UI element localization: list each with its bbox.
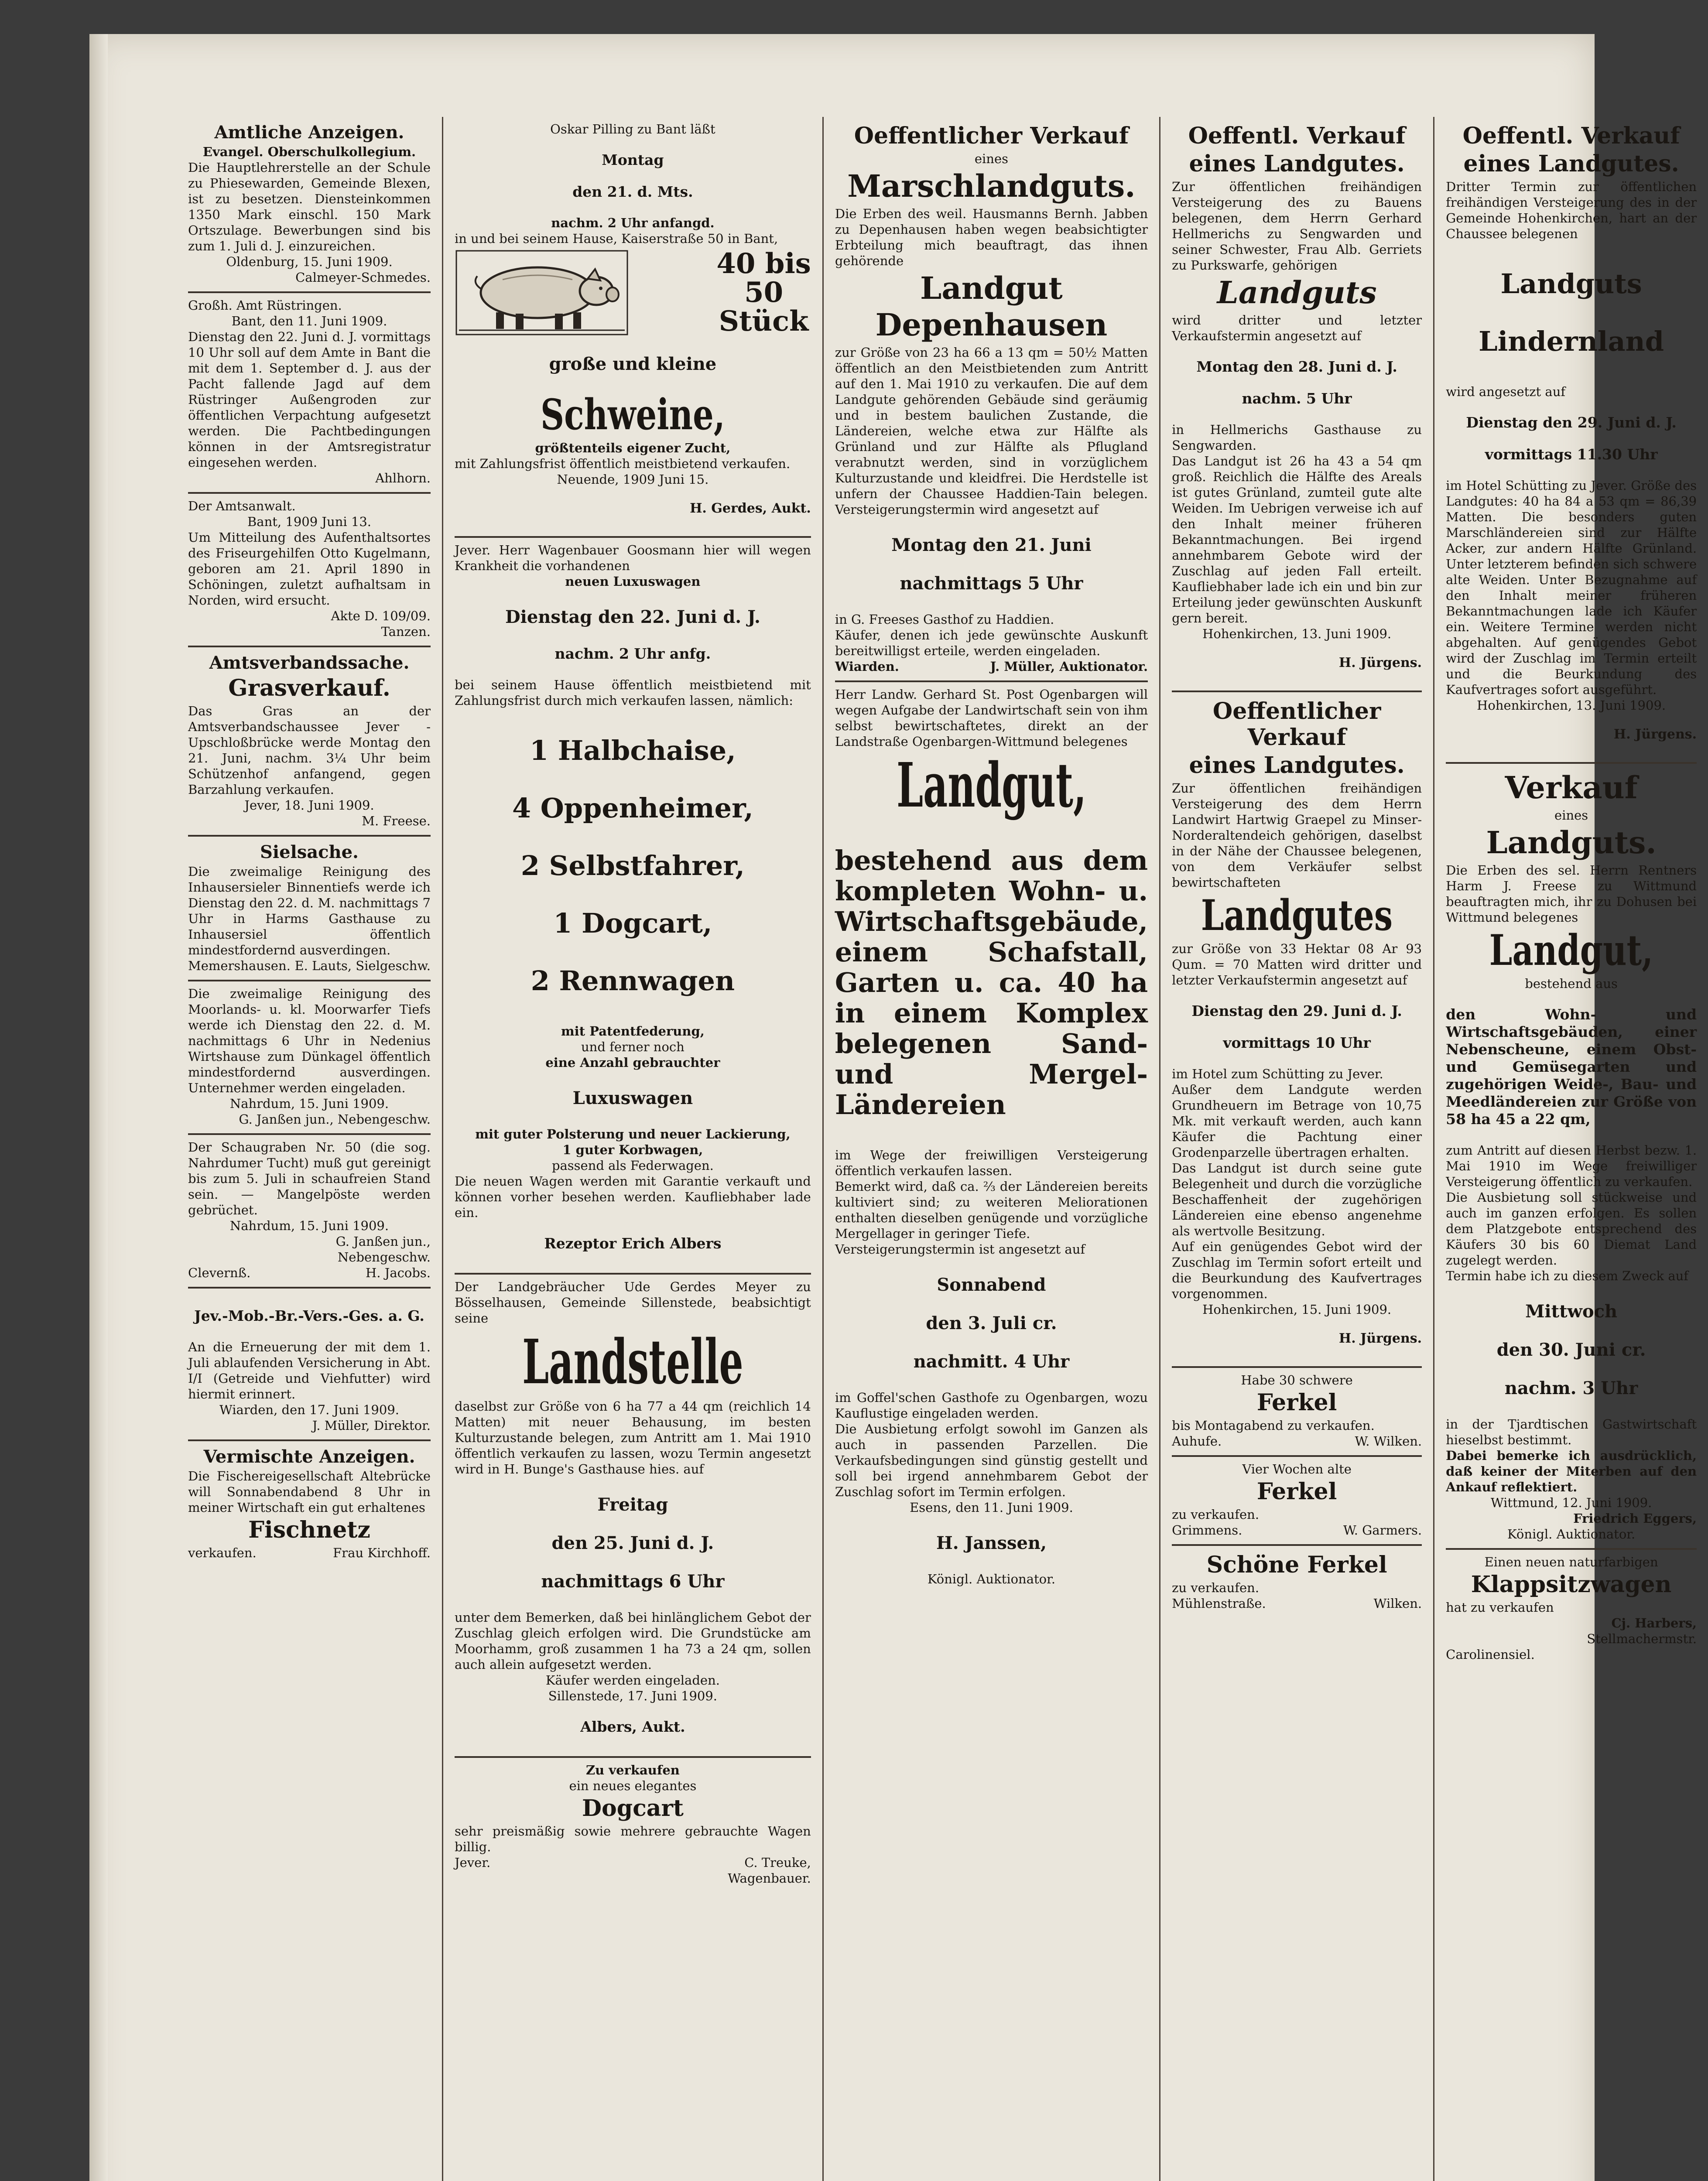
ad-luxuswagen xyxy=(455,538,811,1275)
ad-date: Nahrdum, 15. Juni 1909. xyxy=(229,1218,389,1233)
ad-place: Auhufe. xyxy=(1172,1434,1222,1449)
ad-ferkel-grimmens xyxy=(1172,1457,1422,1546)
ad-signature-row xyxy=(1172,1596,1422,1611)
ad-headline: Dogcart xyxy=(582,1795,684,1822)
ad-subheading: eines Landgutes. xyxy=(1463,150,1679,177)
ad-text: Das Landgut ist 26 ha 43 a 54 qm groß. Reichlich die Hälfte des Areals ist gutes Grünland, zumteil gute alte Weiden. Im Uebrigen verweise ich auf den Inhalt meiner früheren Bekanntmachungen. Bei irgend annehmbarem Gebote wird der Zuschlag auf jeden Fall erteilt. Kaufliebhaber lade ich ein und bin zur Erteilung jeder gewünschten Auskunft gern bereit. xyxy=(1172,454,1422,626)
ad-klappsitzwagen xyxy=(1446,1550,1697,1668)
ad-day: Freitag xyxy=(597,1494,668,1515)
ad-text: An die Erneuerung der mit dem 1. Juli ablaufenden Versicherung in Abt. I/I (Getreide und Viehfutter) wird hiermit erinnert. xyxy=(188,1340,431,1402)
ad-text: Die neuen Wagen werden mit Garantie verkauft und können vorher besehen werden. Kaufliebhaber lade ein. xyxy=(455,1174,811,1220)
ad-text: Das Landgut ist durch seine gute Belegenheit und durch die vorzügliche Beschaffenheit der zugehörigen Ländereien eine ebenso angenehme als wertvolle Besitzung. xyxy=(1172,1161,1422,1238)
ad-date: Neuende, 1909 Juni 15. xyxy=(557,472,709,487)
ad-place: Jever. xyxy=(455,1855,491,1870)
ad-text: Herr Landw. Gerhard St. Post Ogenbargen will wegen Aufgabe der Landwirtschaft sein von ihm selbst bewirtschaftetes, direkt an der Landstraße Ogenbargen-Wittmund belegenes xyxy=(835,687,1148,749)
ad-day: Dienstag den 22. Juni d. J. xyxy=(505,607,760,627)
ad-subheadline: große und kleine xyxy=(549,354,717,374)
ad-signature: Friedrich Eggers, xyxy=(1573,1511,1697,1526)
ad-text: Käufer, denen ich jede gewünschte Auskunft bereitwilligst erteile, werden eingeladen. xyxy=(835,628,1148,658)
ad-subline: eines xyxy=(1554,808,1588,823)
ad-signature: E. Lauts, Sielgeschw. xyxy=(294,958,431,973)
ad-text: zu verkaufen. xyxy=(1172,1580,1260,1595)
ad-text: Zur öffentlichen freihändigen Versteigerung des zu Bauens belegenen, dem Herrn Gerhard Hellmerichs zu Sengwarden und seiner Schwester, Frau Alb. Gerriets zu Purkswarfe, gehörigen xyxy=(1172,179,1422,273)
ad-headline: Landgut, xyxy=(1489,926,1653,975)
ad-text: Dabei bemerke ich ausdrücklich, daß keiner der Miterben auf den Ankauf reflektiert. xyxy=(1446,1448,1697,1494)
ad-ferkel-auhufe xyxy=(1172,1368,1422,1457)
ad-date: Sillenstede, 17. Juni 1909. xyxy=(548,1689,718,1703)
ad-text: Die zweimalige Reinigung des Moorlands- u. kl. Moorwarfer Tiefs werde ich Dienstag den 22. d. M. nachmittags 6 Uhr in Nedenius Wirtshause zum Dünkagel öffentlich mindestfordernd ausverdingen. Unternehmer werden eingeladen. xyxy=(188,986,431,1095)
section-heading: Sielsache. xyxy=(260,842,359,862)
ad-landgut-dohusen xyxy=(1446,764,1697,1550)
ad-detail: den Wohn- und Wirtschaftsgebäuden, einer Nebenscheune, einem Obst- und Gemüsegarten und zugehörigen Weide-, Bau- und Meedländereien zur Größe von 58 ha 45 a 22 qm, xyxy=(1446,1006,1697,1128)
ad-item-note: passend als Federwagen. xyxy=(551,1158,714,1173)
ad-text: wird angesetzt auf xyxy=(1446,384,1566,399)
ad-headline: Grasverkauf. xyxy=(228,675,390,701)
ad-text: Dienstag den 22. Juni d. J. vormittags 10 Uhr soll auf dem Amte in Bant die mit dem 1. September d. J. aus der Pacht fallende Jagd auf dem Rüstringer Außengroden zur öffentlichen Verpachtung aufgesetzt werden. Die Pachtbedingungen können in der Amtsregistratur eingesehen werden. xyxy=(188,329,431,470)
ad-signature: W. Wilken. xyxy=(1355,1434,1422,1449)
column-1 xyxy=(177,117,442,2181)
ad-day: Dienstag den 29. Juni d. J. xyxy=(1466,414,1677,431)
ad-signature: Albers, Aukt. xyxy=(580,1718,685,1735)
ad-signature: J. Müller, Direktor. xyxy=(312,1418,431,1433)
ad-landstelle xyxy=(455,1275,811,1758)
ad-heading: Evangel. Oberschulkollegium. xyxy=(202,144,416,159)
ad-text: Die Erben des sel. Herrn Rentners Harm J. Freese zu Wittmund beauftragten mich, ihr zu Dohusen bei Wittmund belegenes xyxy=(1446,863,1697,925)
ad-dogcart xyxy=(455,1758,811,1892)
ad-versicherung xyxy=(188,1289,431,1441)
ad-text: Außer dem Landgute werden Grundheuern im Betrage von 10,75 Mk. mit verkauft werden, auch kann Käufer die Pachtung einer Grodenparzelle übertragen erhalten. xyxy=(1172,1082,1422,1160)
ad-heading: Verkauf xyxy=(1505,769,1638,806)
ad-headline: Landguts. xyxy=(1486,824,1657,861)
ad-text: Auf ein genügendes Gebot wird der Zuschlag im Termin sofort erteilt und die Beurkundung des Kaufvertrages vorgenommen. xyxy=(1172,1239,1422,1301)
ad-day: Montag den 21. Juni xyxy=(891,535,1092,555)
ad-time: nachmittags 5 Uhr xyxy=(900,573,1083,594)
ad-schaugraben xyxy=(188,1135,431,1289)
ad-signature-row xyxy=(188,1265,431,1281)
ad-signature: Frau Kirchhoff. xyxy=(333,1545,431,1560)
ad-time: nachmittags 6 Uhr xyxy=(541,1571,725,1592)
ad-time: vormittags 10 Uhr xyxy=(1223,1034,1371,1051)
ad-item: 4 Oppenheimer, xyxy=(512,792,753,824)
ad-time: nachm. 2 Uhr anfg. xyxy=(555,645,711,662)
ad-text: Bemerkt wird, daß ca. ⅔ der Ländereien bereits kultiviert sind; zu weiteren Meliorationen enthalten dieselben genügende und vorzügliche Mergellager in geringer Tiefe. xyxy=(835,1179,1148,1241)
ad-text: Die Fischereigesellschaft Altebrücke will Sonnabendabend 8 Uhr in meiner Wirtschaft ein gut erhaltenes xyxy=(188,1469,431,1515)
column-3 xyxy=(822,117,1159,2181)
ad-landgut-bauens xyxy=(1172,117,1422,692)
ad-text: Die zweimalige Reinigung des Inhausersieler Binnentiefs werde ich Dienstag den 22. d. M. nachmittags 7 Uhr in Harms Gasthause zu Inhausersiel öffentlich mindestfordernd ausverdingen. xyxy=(188,864,431,957)
ad-headline: Fischnetz xyxy=(248,1517,370,1543)
ad-text: Das Gras an der Amtsverbandschaussee Jever - Upschloßbrücke werde Montag den 21. Juni, nachm. 3¼ Uhr beim Schützenhof anfangend, gegen Barzahlung verkaufen. xyxy=(188,704,431,797)
ad-text: Versteigerungstermin ist angesetzt auf xyxy=(835,1242,1085,1257)
ad-text: Käufer werden eingeladen. xyxy=(545,1673,720,1688)
ad-text: in der Tjardtischen Gastwirtschaft hieselbst bestimmt. xyxy=(1446,1417,1697,1447)
ad-heading: Der Amtsanwalt. xyxy=(188,499,296,513)
ad-text: in G. Freeses Gasthof zu Haddien. xyxy=(835,612,1054,627)
ad-headline: Landguts xyxy=(1217,274,1377,311)
ad-marschlandgut xyxy=(835,117,1148,682)
ad-heading: Zu verkaufen xyxy=(585,1763,680,1778)
ad-columns xyxy=(177,117,1697,2181)
pig-illustration-row xyxy=(455,249,811,336)
ad-fischnetz xyxy=(188,1441,431,1567)
ad-headline: Schweine, xyxy=(541,390,725,439)
ad-date: den 25. Juni d. J. xyxy=(551,1533,714,1553)
ad-day: Mittwoch xyxy=(1525,1301,1618,1322)
ad-heading: Oeffentl. Verkauf xyxy=(1462,123,1680,149)
ad-signature-row xyxy=(188,958,431,974)
column-4 xyxy=(1159,117,1433,2181)
ad-subline: größtenteils eigener Zucht, xyxy=(535,441,731,455)
ad-landgut-minsen xyxy=(1172,692,1422,1368)
ad-headline: Landgutes xyxy=(1201,891,1393,940)
ad-heading: Oeffentlicher Verkauf xyxy=(1212,698,1381,751)
ad-place: Memershausen. xyxy=(188,958,291,973)
ad-date: den 30. Juni cr. xyxy=(1496,1340,1646,1360)
ad-headline: Klappsitzwagen xyxy=(1471,1571,1672,1598)
newspaper-page xyxy=(89,34,1697,2181)
ad-headline: Ferkel xyxy=(1256,1478,1337,1505)
ad-day: Dienstag den 29. Juni d. J. xyxy=(1191,1002,1402,1019)
ad-subline: neuen Luxuswagen xyxy=(565,574,701,589)
ad-date: Nahrdum, 15. Juni 1909. xyxy=(229,1096,389,1111)
ad-text: Dritter Termin zur öffentlichen freihändigen Versteigerung des in der Gemeinde Hohenkirchen, hart an der Chaussee belegenen xyxy=(1446,179,1697,241)
ad-text: daselbst zur Größe von 6 ha 77 a 44 qm (reichlich 14 Matten) mit neuer Behausung, im besten Kulturzustande belegen, zum Antritt am 1. Mai 1910 öffentlich verkaufen zu lassen, wozu Termin angesetzt wird in H. Bunge's Gasthause hies. auf xyxy=(455,1399,811,1477)
ad-date: Hohenkirchen, 15. Juni 1909. xyxy=(1202,1302,1392,1317)
ad-subline: ein neues elegantes xyxy=(569,1778,697,1793)
ad-headline: Depenhausen xyxy=(875,307,1108,343)
ad-file-number: Akte D. 109/09. xyxy=(331,608,431,623)
ad-text: bis Montagabend zu verkaufen. xyxy=(1172,1418,1375,1433)
ad-item: 1 Halbchaise, xyxy=(529,735,736,766)
ad-oberschulkollegium xyxy=(188,117,431,293)
ad-date: Hohenkirchen, 13. Juni 1909. xyxy=(1202,626,1392,641)
ad-headline: Schöne Ferkel xyxy=(1206,1552,1387,1578)
ad-text: in und bei seinem Hause, Kaiserstraße 50 in Bant, xyxy=(455,231,778,246)
pig-count-max: 50 xyxy=(744,276,784,309)
ad-text: Um Mitteilung des Aufenthaltsortes des Friseurgehilfen Otto Kugelmann, geboren am 21. April 1890 in Schöningen, zuletzt aufhaltsam in Norden, wird ersucht. xyxy=(188,530,431,608)
ad-heading: Oeffentlicher Verkauf xyxy=(854,123,1129,149)
ad-intro: Oskar Pilling zu Bant läßt xyxy=(550,122,715,137)
ad-text: in Hellmerichs Gasthause zu Sengwarden. xyxy=(1172,422,1422,453)
ad-schoene-ferkel xyxy=(1172,1546,1422,1617)
ad-subline: eines xyxy=(974,151,1009,166)
ad-text: Die Erben des weil. Hausmanns Bernh. Jabben zu Depenhausen haben wegen beabsichtigter Erbteilung mich beauftragt, das ihnen gehörende xyxy=(835,206,1148,268)
ad-landgut-ogenbargen xyxy=(835,682,1148,1593)
ad-text: Die Hauptlehrerstelle an der Schule zu Phiesewarden, Gemeinde Blexen, ist zu besetzen. Diensteinkommen 1350 Mark einschl. 150 Mark Ortszulage. Bewerbungen sind bis zum 1. Juli d. J. einzureichen. xyxy=(188,160,431,253)
ad-signature: M. Freese. xyxy=(362,814,431,828)
ad-moorland xyxy=(188,981,431,1135)
ad-headline: Landstelle xyxy=(522,1326,743,1398)
ad-text: Der Schaugraben Nr. 50 (die sog. Nahrdumer Tucht) muß gut gereinigt bis zum 5. Juli in schaufreien Stand sein. — Mangelpöste werden gebrüchet. xyxy=(188,1140,431,1217)
ad-signature-row xyxy=(835,659,1148,674)
ad-text: hat zu verkaufen xyxy=(1446,1600,1554,1615)
ad-heading: Einen neuen naturfarbigen xyxy=(1484,1555,1658,1569)
ad-signature-row xyxy=(1172,1522,1422,1538)
ad-headline: Landgut, xyxy=(896,750,1087,821)
ad-signature: G. Janßen jun., xyxy=(335,1234,431,1249)
ad-heading: Oeffentl. Verkauf xyxy=(1188,123,1406,149)
ad-day: Sonnabend xyxy=(937,1275,1046,1295)
ad-detail: bestehend aus dem kompleten Wohn- u. Wirtschaftsgebäude, einem Schafstall, Garten u. ca. 40 ha in einem Komplex belegenen Sand- und Mergel-Ländereien xyxy=(835,844,1148,1121)
ad-text: Jever. Herr Wagenbauer Goosmann hier will wegen Krankheit die vorhandenen xyxy=(455,543,811,573)
ad-signature: Rezeptor Erich Albers xyxy=(544,1235,722,1252)
ad-text: Der Landgebräucher Ude Gerdes Meyer zu Bösselhausen, Gemeinde Sillenstede, beabsichtigt seine xyxy=(455,1279,811,1326)
pig-count-range: 40 bis xyxy=(716,247,811,280)
ad-grasverkauf xyxy=(188,647,431,837)
ad-item: 1 guter Korbwagen, xyxy=(562,1142,703,1157)
pig-count-unit: Stück xyxy=(719,305,809,338)
ad-signature: Wilken. xyxy=(1373,1596,1422,1611)
ad-item-note: mit Patentfederung, xyxy=(561,1024,705,1039)
ad-text: im Hotel zum Schütting zu Jever. xyxy=(1172,1067,1383,1081)
ad-signature: Tanzen. xyxy=(381,624,431,639)
ad-text-end: verkaufen. xyxy=(188,1545,257,1560)
ad-item-note: mit guter Polsterung und neuer Lackierung, xyxy=(475,1127,791,1142)
ad-text: Die Ausbietung erfolgt sowohl im Ganzen als auch in passenden Parzellen. Die Verkaufsbedingungen sind günstig gestellt und soll bei irgend annehmbarem Gebot der Zuschlag sofort im Termin erfolgen. xyxy=(835,1422,1148,1499)
ad-text: bestehend aus xyxy=(1525,976,1618,991)
ad-text: Zur öffentlichen freihändigen Versteigerung des dem Herrn Landwirt Hartwig Graepel zu Minser-Norderaltendeich gehörigen, daselbst in der Nähe der Chaussee belegenen, von dem Verkäufer selbst bewirtschafteten xyxy=(1172,781,1422,890)
ad-text: im Goffel'schen Gasthofe zu Ogenbargen, wozu Kauflustige eingeladen werden. xyxy=(835,1390,1148,1421)
ad-text: wird dritter und letzter Verkaufstermin angesetzt auf xyxy=(1172,313,1422,343)
ad-signature-title: Königl. Auktionator. xyxy=(1507,1527,1636,1542)
ad-subheading: eines Landgutes. xyxy=(1189,752,1405,779)
ad-signature: H. Jürgens. xyxy=(1613,727,1697,742)
ad-signature: H. Jacobs. xyxy=(365,1265,431,1280)
ad-signature-title: Königl. Auktionator. xyxy=(927,1572,1056,1586)
ad-item: Luxuswagen xyxy=(572,1088,693,1108)
column-5 xyxy=(1433,117,1708,2181)
ad-time: nachm. 5 Uhr xyxy=(1242,390,1352,407)
ad-time: nachmitt. 4 Uhr xyxy=(913,1351,1070,1372)
ad-signature: Cj. Harbers, xyxy=(1611,1616,1697,1631)
ad-signature-title: Nebengeschw. xyxy=(337,1250,431,1265)
ad-place: Grimmens. xyxy=(1172,1523,1242,1538)
ad-place: Carolinensiel. xyxy=(1446,1647,1535,1662)
ad-signature: C. Treuke, xyxy=(744,1855,811,1870)
ad-schweine xyxy=(455,117,811,538)
ad-item: 1 Dogcart, xyxy=(553,907,712,939)
ad-signature-title: Wagenbauer. xyxy=(728,1871,811,1886)
pig-count xyxy=(716,247,811,338)
ad-signature: Ahlhorn. xyxy=(375,471,431,485)
ad-heading: Habe 30 schwere xyxy=(1241,1373,1353,1388)
ad-amtsanwalt xyxy=(188,494,431,647)
ad-headline: Jev.-Mob.-Br.-Vers.-Ges. a. G. xyxy=(194,1307,424,1324)
ad-date: den 3. Juli cr. xyxy=(926,1313,1057,1333)
ad-item: 2 Selbstfahrer, xyxy=(520,850,745,882)
ad-date: Bant, 1909 Juni 13. xyxy=(247,514,371,529)
ad-item-note: und ferner noch xyxy=(581,1039,685,1054)
ad-item: 2 Rennwagen xyxy=(531,965,735,997)
ad-day: Montag den 28. Juni d. J. xyxy=(1196,358,1397,375)
ad-signature-title: Stellmachermstr. xyxy=(1587,1631,1697,1646)
ad-time: nachm. 3 Uhr xyxy=(1504,1378,1638,1398)
ad-headline: Marschlandguts. xyxy=(847,168,1136,204)
ad-text: mit Zahlungsfrist öffentlich meistbietend verkaufen. xyxy=(455,456,791,471)
column-2 xyxy=(442,117,822,2181)
ad-date: Hohenkirchen, 13. Juni 1909. xyxy=(1477,698,1666,713)
ad-text: im Wege der freiwilligen Versteigerung öffentlich verkaufen lassen. xyxy=(835,1148,1148,1178)
ad-date: Bant, den 11. Juni 1909. xyxy=(231,314,387,328)
pig-illustration xyxy=(455,249,629,336)
ad-subheading: eines Landgutes. xyxy=(1189,150,1405,177)
ad-headline: Ferkel xyxy=(1256,1389,1337,1416)
ad-time: nachm. 2 Uhr anfangd. xyxy=(551,215,715,230)
ad-signature: J. Müller, Auktionator. xyxy=(990,659,1148,674)
ad-date: Wittmund, 12. Juni 1909. xyxy=(1490,1495,1652,1510)
ad-text: zu verkaufen. xyxy=(1172,1507,1260,1522)
ad-date: Esens, den 11. Juni 1909. xyxy=(910,1500,1073,1515)
ad-signature: H. Gerdes, Aukt. xyxy=(690,501,811,516)
ad-signature: H. Jürgens. xyxy=(1338,1331,1422,1346)
section-heading: Vermischte Anzeigen. xyxy=(203,1446,415,1467)
section-heading: Amtsverbandssache. xyxy=(209,653,410,673)
page-binding-edge xyxy=(89,34,108,2181)
ad-place: Mühlenstraße. xyxy=(1172,1596,1266,1611)
ad-signature-row xyxy=(188,1545,431,1561)
ad-place: Wiarden. xyxy=(835,659,899,674)
ad-text: Die Ausbietung soll stückweise und auch im ganzen erfolgen. Es sollen dem Platzgebote entsprechend des Käufers 30 bis 60 Diemat Land zugelegt werden. xyxy=(1446,1190,1697,1268)
ad-heading: Großh. Amt Rüstringen. xyxy=(188,298,342,313)
ad-headline: Landguts xyxy=(1500,268,1642,300)
ad-text: zur Größe von 33 Hektar 08 Ar 93 Qum. = 70 Matten wird dritter und letzter Verkaufstermin angesetzt auf xyxy=(1172,941,1422,988)
ad-day: Montag xyxy=(602,151,664,168)
ad-amt-ruestringen xyxy=(188,293,431,494)
ad-lindernland xyxy=(1446,117,1697,764)
ad-signature: Calmeyer-Schmedes. xyxy=(295,270,431,285)
ad-headline: Landgut xyxy=(920,270,1063,306)
ad-item-note: eine Anzahl gebrauchter xyxy=(545,1055,720,1070)
ad-signature: H. Janssen, xyxy=(936,1533,1047,1553)
ad-text: im Hotel Schütting zu Jever. Größe des Landgutes: 40 ha 84 a 53 qm = 86,39 Matten. Die besonders guten Marschländereien sind zur Hälfte Acker, zur andern Hälfte Grünland. Unter letzterem befinden sich schwere alte Weiden. Unter Bezugnahme auf den Inhalt meiner früheren Bekanntmachungen lade ich Käufer ein. Weitere Termine werden nicht abgehalten. Auf genügendes Gebot wird der Zuschlag im Termin erteilt und die Beurkundung des Kaufvertrages sofort ausgeführt. xyxy=(1446,478,1697,697)
ad-date: Wiarden, den 17. Juni 1909. xyxy=(219,1402,400,1417)
ad-text: sehr preismäßig sowie mehrere gebrauchte Wagen billig. xyxy=(455,1824,811,1854)
ad-sielsache xyxy=(188,837,431,981)
ad-signature: W. Garmers. xyxy=(1343,1523,1422,1538)
ad-signature: H. Jürgens. xyxy=(1338,655,1422,670)
ad-heading: Vier Wochen alte xyxy=(1242,1462,1352,1477)
ad-signature-row xyxy=(455,1855,811,1870)
section-heading-amtliche: Amtliche Anzeigen. xyxy=(214,122,404,143)
ad-date: den 21. d. Mts. xyxy=(572,183,693,200)
ad-text: zum Antritt auf diesen Herbst bezw. 1. Mai 1910 im Wege freiwilliger Versteigerung öffentlich zu verkaufen. xyxy=(1446,1143,1697,1189)
ad-headline: Lindernland xyxy=(1479,325,1664,357)
ad-text: zur Größe von 23 ha 66 a 13 qm = 50½ Matten öffentlich an den Meistbietenden zum Antritt auf den 1. Mai 1910 zu verkaufen. Die auf dem Landgute gehörenden Gebäude sind geräumig und in bestem baulichen Zustande, die Ländereien, welche etwa zur Hälfte als Grünland und zur Hälfte als Pflugland verabnutzt werden, sind in vorzüglichem Kulturzustande und kleidfrei. Die Herdstelle ist unfern der Chaussee Haddien-Tain belegen. Versteigerungstermin wird angesetzt auf xyxy=(835,345,1148,517)
ad-text: unter dem Bemerken, daß bei hinlänglichem Gebot der Zuschlag gleich erfolgen wird. Die Grundstücke am Moorhamm, groß zusammen 1 ha 73 a 24 qm, sollen auch allein aufgesetzt werden. xyxy=(455,1610,811,1672)
ad-date: Jever, 18. Juni 1909. xyxy=(244,798,374,813)
ad-signature: G. Janßen jun., Nebengeschw. xyxy=(239,1112,431,1127)
ad-time: vormittags 11.30 Uhr xyxy=(1485,446,1658,463)
ad-place: Clevernß. xyxy=(188,1265,251,1280)
ad-text: bei seinem Hause öffentlich meistbietend mit Zahlungsfrist durch mich verkaufen lassen, nämlich: xyxy=(455,677,811,708)
ad-date: Oldenburg, 15. Juni 1909. xyxy=(226,254,393,269)
ad-text: Termin habe ich zu diesem Zweck auf xyxy=(1446,1268,1689,1283)
ad-signature-row xyxy=(1172,1433,1422,1449)
